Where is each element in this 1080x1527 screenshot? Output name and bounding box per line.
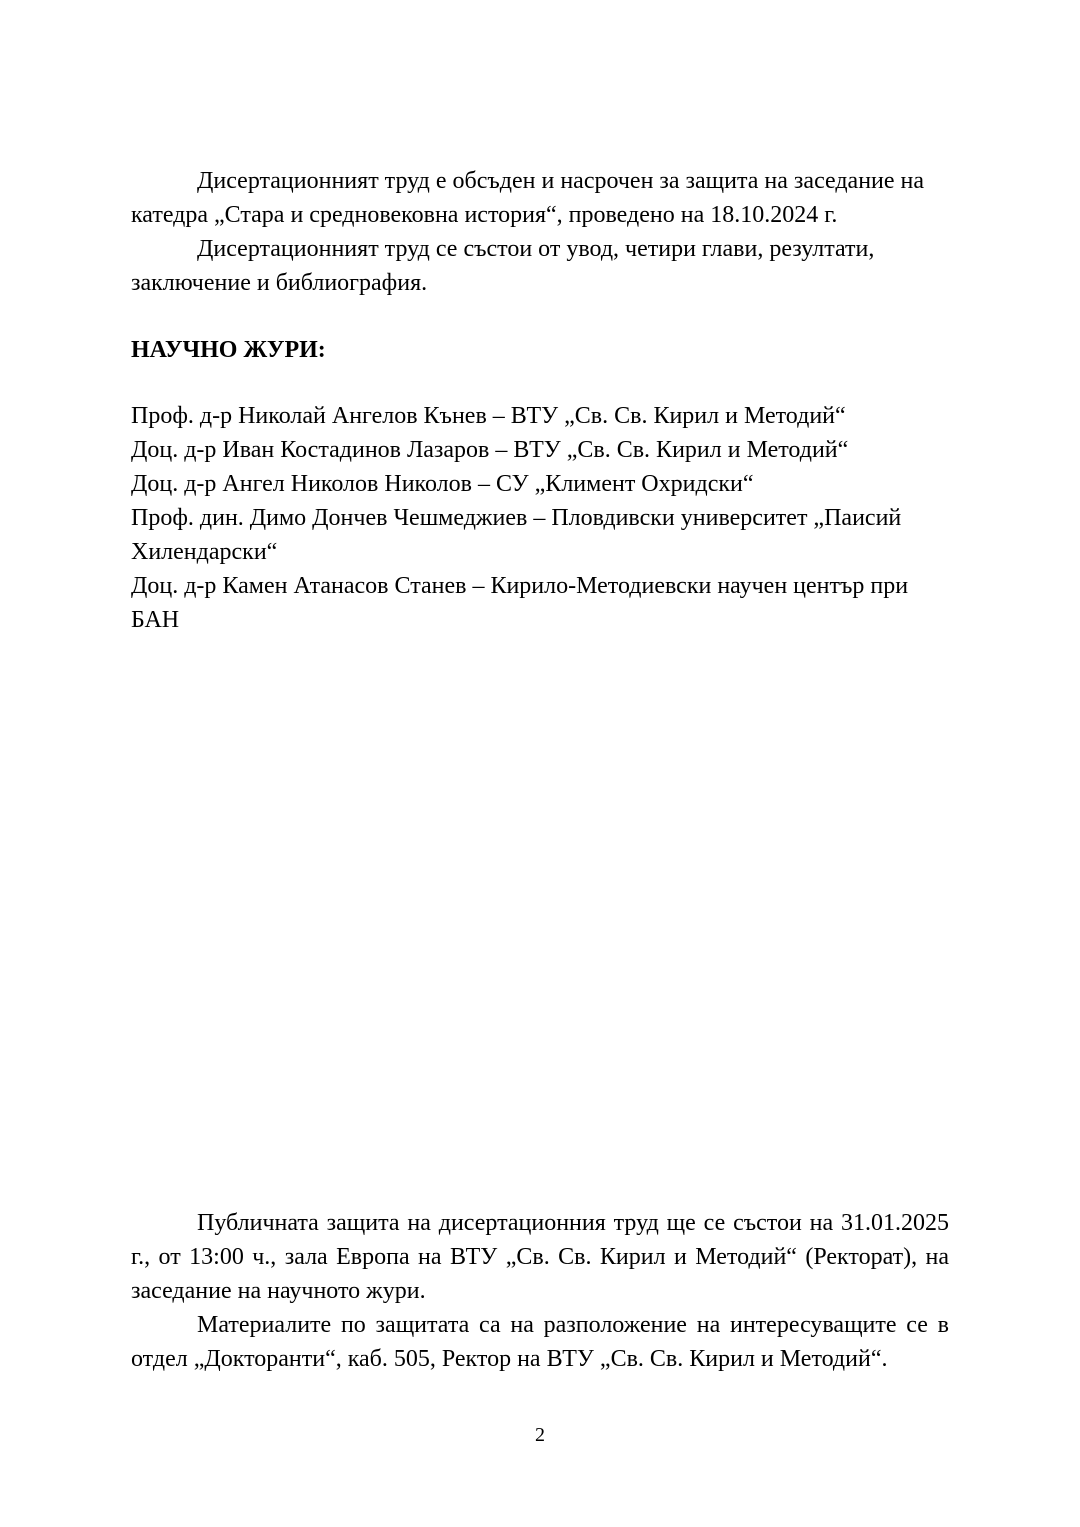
intro-paragraph-discussion: Дисертационният труд е обсъден и насрочен за защита на заседание на катедра „Стара и средновековна история“, проведено на 18.10.2024 г. [131,168,925,228]
jury-member: Проф. д-р Николай Ангелов Кънев – ВТУ „Св. Св. Кирил и Методий“ [131,403,846,429]
defense-paragraph-schedule: Публичната защита на дисертационния труд ще се състои на 31.01.2025 г., от 13:00 ч., зала Европа на ВТУ „Св. Св. Кирил и Методий“ (Ректорат), на заседание на научното жури. [131,1210,949,1304]
page-number: 2 [535,1424,545,1446]
jury-member: Доц. д-р Камен Атанасов Станев – Кирило-Методиевски научен център при БАН [131,573,909,633]
jury-member: Проф. дин. Димо Дончев Чешмеджиев – Пловдивски университет „Паисий Хилендарски“ [131,505,902,565]
jury-member: Доц. д-р Ангел Николов Николов – СУ „Климент Охридски“ [131,471,754,497]
defense-section [131,1206,949,1376]
defense-paragraph-materials: Материалите по защитата са на разположение на интересуващите се в отдел „Докторанти“, каб. 505, Ректор на ВТУ „Св. Св. Кирил и Методий“. [131,1312,949,1372]
jury-list [131,399,949,637]
jury-heading: НАУЧНО ЖУРИ: [131,337,326,363]
jury-member: Доц. д-р Иван Костадинов Лазаров – ВТУ „Св. Св. Кирил и Методий“ [131,437,849,463]
intro-paragraph-structure: Дисертационният труд се състои от увод, четири глави, резултати, заключение и библиография. [131,236,875,296]
intro-section [131,164,949,300]
